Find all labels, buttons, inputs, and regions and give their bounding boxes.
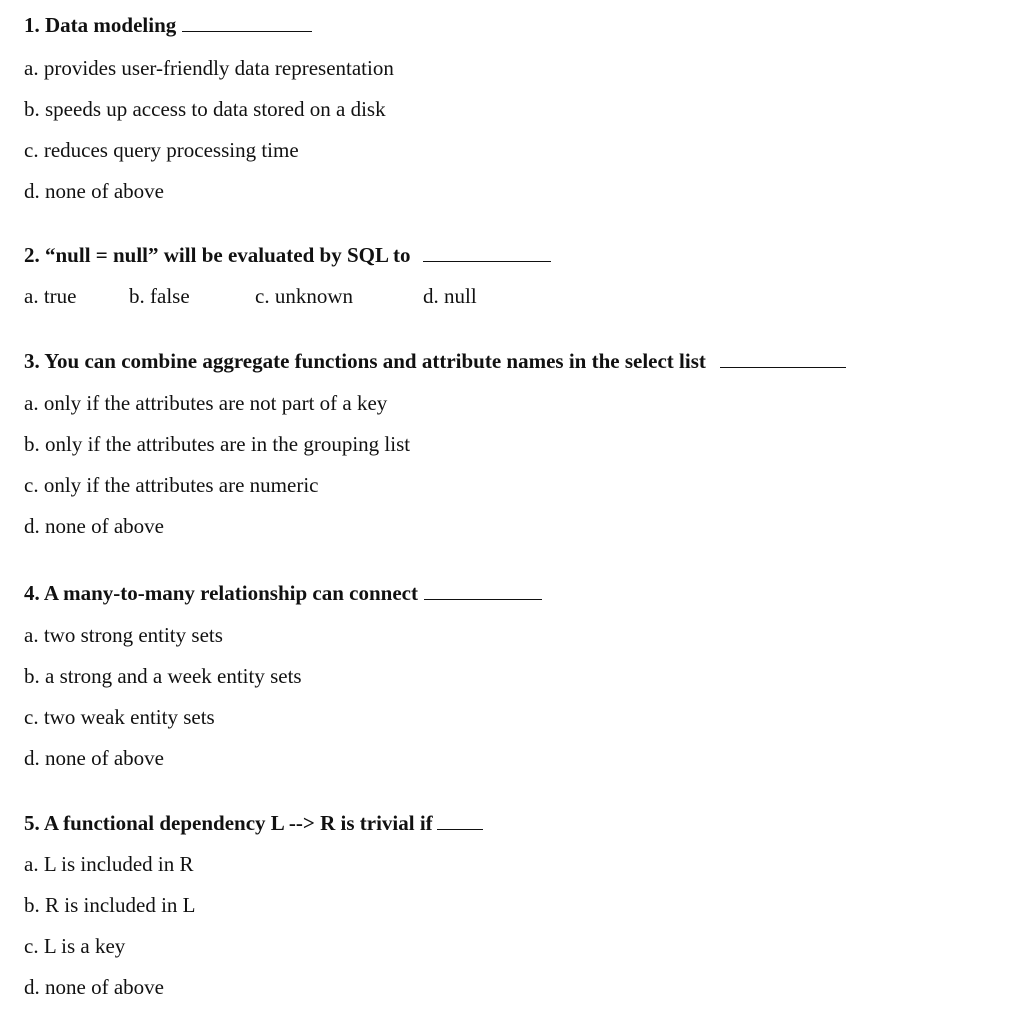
- option-a: a. provides user-friendly data representation: [24, 56, 394, 80]
- option-d: d. null: [423, 284, 477, 308]
- question-text: 3. You can combine aggregate functions and attribute names in the select list: [24, 349, 706, 373]
- answer-blank[interactable]: [182, 11, 312, 32]
- option-b: b. only if the attributes are in the grouping list: [24, 432, 411, 456]
- option-b: b. a strong and a week entity sets: [24, 664, 302, 688]
- option-d: d. none of above: [24, 179, 164, 203]
- answer-blank[interactable]: [437, 809, 483, 830]
- question-text: 2. “null = null” will be evaluated by SQL to: [24, 243, 411, 267]
- question-title: [24, 808, 483, 838]
- question-text: 5. A functional dependency L --> R is trivial if: [24, 811, 433, 835]
- question-title: [24, 240, 551, 270]
- option-a: a. two strong entity sets: [24, 623, 223, 647]
- option-a: a. only if the attributes are not part of a key: [24, 391, 388, 415]
- question-title: [24, 10, 312, 40]
- answer-blank[interactable]: [720, 347, 846, 368]
- option-b: b. speeds up access to data stored on a disk: [24, 97, 386, 121]
- question-text: 4. A many-to-many relationship can connect: [24, 581, 418, 605]
- option-b: b. false: [129, 284, 190, 308]
- option-c: c. reduces query processing time: [24, 138, 299, 162]
- option-c: c. only if the attributes are numeric: [24, 473, 319, 497]
- option-a: a. L is included in R: [24, 852, 194, 876]
- question-text: 1. Data modeling: [24, 13, 177, 37]
- option-d: d. none of above: [24, 514, 164, 538]
- question-title: [24, 346, 846, 376]
- answer-blank[interactable]: [424, 579, 542, 600]
- question-title: [24, 578, 542, 608]
- option-d: d. none of above: [24, 975, 164, 999]
- option-c: c. L is a key: [24, 934, 126, 958]
- option-b: b. R is included in L: [24, 893, 196, 917]
- option-c: c. two weak entity sets: [24, 705, 215, 729]
- option-a: a. true: [24, 284, 77, 308]
- option-d: d. none of above: [24, 746, 164, 770]
- option-c: c. unknown: [255, 284, 353, 308]
- answer-blank[interactable]: [423, 241, 551, 262]
